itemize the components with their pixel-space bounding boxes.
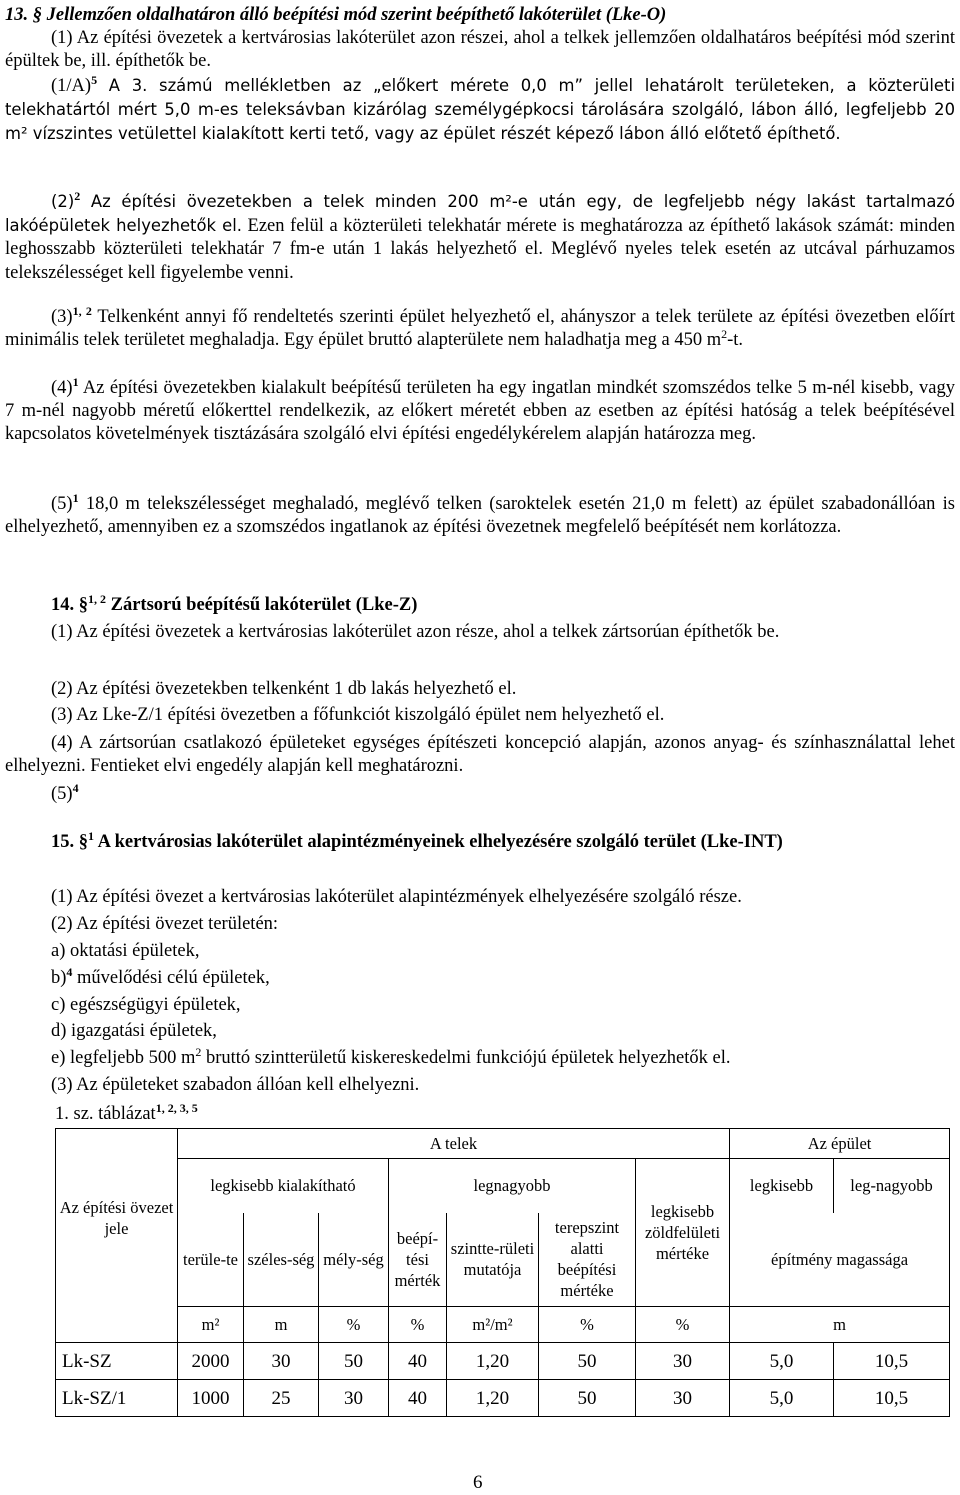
table-caption: 1. sz. táblázat$^{1, 2, 3, 5}$: [55, 1100, 198, 1124]
section-13-p1: (1) Az építési övezetek a kertvárosias lakóterület azon részei, ahol a telkek jellemzően oldalhatáros beépítési mód szerint épültek be, ill. építhetők be.: [5, 28, 955, 72]
section-13-p2: $(2)^2$ Az építési övezetekben a telek minden 200 m²-e után egy, de legfeljebb négy lakást tartalmazó lakóépületek helyezhetők el. Ezen felül a közterületi telekhatár mérete is meghatározza az építhető lakások számát: minden leghosszabb közterületi telekhatár 7 fm-e után 1 lakás helyezhető el. Meglévő nyeles telek esetén az utcával párhuzamos telekszélességet kell figyelembe venni.: [5, 188, 955, 283]
section-15-title: 15. §$^1$ A kertvárosias lakóterület alapintézményeinek elhelyezésére szolgáló terület (Lke-INT): [51, 828, 783, 852]
header-zoldfelulet: legkisebb zöldfelületi mértéke: [636, 1159, 730, 1307]
header-leg-nagyobb: leg-nagyobb: [834, 1159, 950, 1213]
section-14-p2: (2) Az építési övezetekben telkenként 1 db lakás helyezhető el.: [51, 679, 517, 699]
section-13-p3: $(3)^{1, 2}$ Telkenként annyi fő rendeltetés szerinti épület helyezhető el, ahányszor a telek területe az építési övezetben előírt minimális telek területet meghaladja. Egy épület bruttó alapterülete nem haladhatja meg a 450 $m^2-t$.: [5, 303, 956, 351]
header-zone-code: Az építési övezet jele: [56, 1129, 178, 1307]
section-13-p1a: $(1/A)^5$ A 3. számú mellékletben az „előkert mérete 0,0 m” jellel lehatárolt területeken, a közterületi telekhatártól mért 5,0 m-es teleksávban kizárólag személygépkocsi tárolására szolgáló, lábon álló, legfeljebb 20 m² vízszintes vetülettel kialakított kerti tető, vagy az épület részét képező lábon álló előtető építhető.: [5, 72, 955, 144]
section-15-item-e: e) legfeljebb 500 $m^2$ bruttó szintterületű kiskereskedelmi funkciójú épületek helyezhetők el.: [51, 1044, 731, 1068]
header-szelesseg: széles-ség: [244, 1213, 319, 1307]
header-epitmeny-magassaga: építmény magassága: [730, 1213, 950, 1307]
section-14-p4: (4) A zártsorúan csatlakozó épületeket egységes építészeti koncepció alapján, azonos anyag- és színhasználattal lehet elhelyezni. Fentieket elvi engedély alapján kell meghatározni.: [5, 733, 955, 777]
section-15-item-a: a) oktatási épületek,: [51, 941, 200, 961]
section-13-p4: $(4)^1$ Az építési övezetekben kialakult beépítésű területen ha egy ingatlan mindkét szomszédos telke 5 m-nél kisebb, vagy 7 m-nél nagyobb méretű előkerttel rendelkezik, az előkert méretét ebben az esetben az építési hatóság a telek beépítésével kapcsolatos követelmények tisztázására szolgáló elvi építési engedélykérelem alapján határozza meg.: [5, 374, 955, 445]
section-15-item-c: c) egészségügyi épületek,: [51, 995, 241, 1015]
header-legnagyobb: legnagyobb: [389, 1159, 636, 1213]
zoning-table: [55, 1128, 950, 1417]
header-terulete: terüle-te: [178, 1213, 244, 1307]
section-14-title: 14. §$^{1, 2}$ Zártsorú beépítésű lakóterület (Lke-Z): [51, 591, 418, 615]
section-13-title: 13. § Jellemzően oldalhatáron álló beépítési mód szerint beépíthető lakóterület (Lke-O): [5, 5, 667, 25]
header-group-telek: A telek: [178, 1129, 730, 1159]
section-15-item-d: d) igazgatási épületek,: [51, 1021, 217, 1041]
section-15-p2: (2) Az építési övezet területén:: [51, 914, 279, 934]
header-legkisebb-kialakithato: legkisebb kialakítható: [178, 1159, 389, 1213]
header-group-epulet: Az épület: [730, 1129, 950, 1159]
header-legkisebb: legkisebb: [730, 1159, 834, 1213]
page-number: 6: [473, 1472, 483, 1493]
section-15-item-b: b)$^4$ művelődési célú épületek,: [51, 964, 270, 988]
table-row: Lk-SZ 2000 30 50 40 1,20 50 30 5,0 10,5: [56, 1343, 950, 1380]
table-row: Lk-SZ/1 1000 25 30 40 1,20 50 30 5,0 10,5: [56, 1380, 950, 1417]
header-beepitesi: beépí-tési mérték: [389, 1213, 447, 1307]
header-melyseg: mély-ség: [319, 1213, 389, 1307]
unit-cell: %: [389, 1307, 447, 1343]
section-13-p5: $(5)^1$ 18,0 m telekszélességet meghaladó, meglévő telken (saroktelek esetén 21,0 m felett) az épület szabadonállóan is elhelyezhető, amennyiben ez a szomszédos ingatlanok az építési övezetnek megfelelő beépítését nem korlátozza.: [5, 490, 955, 538]
unit-cell: m²: [178, 1307, 244, 1343]
unit-cell: %: [539, 1307, 636, 1343]
section-14-p3: (3) Az Lke-Z/1 építési övezetben a főfunkciót kiszolgáló épület nem helyezhető el.: [51, 705, 665, 725]
unit-cell: m²/m²: [447, 1307, 539, 1343]
unit-cell: m: [244, 1307, 319, 1343]
header-szintteruleti: szintte-rületi mutatója: [447, 1213, 539, 1307]
section-15-p1: (1) Az építési övezet a kertvárosias lakóterület alapintézmények elhelyezésére szolgáló része.: [51, 887, 742, 907]
section-15-p3: (3) Az épületeket szabadon állóan kell elhelyezni.: [51, 1075, 420, 1095]
unit-cell: %: [319, 1307, 389, 1343]
header-terepszint: terepszint alatti beépítési mértéke: [539, 1213, 636, 1307]
section-14-p5: $(5)^4$: [51, 780, 79, 804]
section-14-p1: (1) Az építési övezetek a kertvárosias lakóterület azon része, ahol a telkek zártsorúan építhetők be.: [51, 622, 780, 642]
unit-cell: %: [636, 1307, 730, 1343]
unit-cell: m: [730, 1307, 950, 1343]
